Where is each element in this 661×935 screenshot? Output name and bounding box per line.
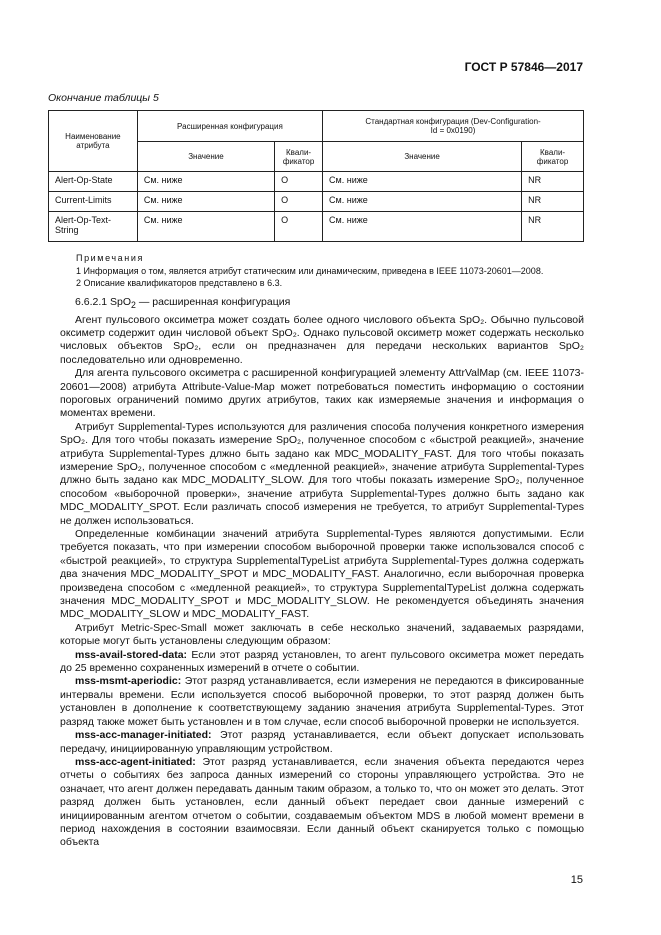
col-std-qual: Квали-фикатор xyxy=(522,142,584,172)
paragraph: Агент пульсового оксиметра может создать более одного числового объекта SpO₂. Обычно пульсовой оксиметр содержит один числовой объект SpO₂. Однако пульсовой оксиметр может содержать несколько числовых объектов SpO₂, если он предназначен для передачи нескольких вариантов SpO₂ последовательно или одновременно. xyxy=(60,313,584,366)
col-ext-header: Расширенная конфигурация xyxy=(137,111,322,142)
attr-name: Current-Limits xyxy=(49,192,138,212)
term-name: mss-acc-agent-initiated: xyxy=(75,755,196,768)
ext-qual: O xyxy=(275,172,323,192)
term-name: mss-avail-stored-data: xyxy=(75,648,188,661)
term-paragraph xyxy=(60,675,584,729)
col-ext-value: Значение xyxy=(137,142,274,172)
note-1: 1 Информация о том, является атрибут статическим или динамическим, приведена в IEEE 11073-20601—2008. xyxy=(76,265,544,276)
table-caption: Окончание таблицы 5 xyxy=(48,92,159,104)
ext-value: См. ниже xyxy=(137,192,274,212)
ext-qual: O xyxy=(275,192,323,212)
std-value: См. ниже xyxy=(323,212,522,242)
table-row xyxy=(49,172,584,192)
std-qual: NR xyxy=(522,192,584,212)
table-row xyxy=(49,192,584,212)
col-ext-qual: Квали-фикатор xyxy=(275,142,323,172)
note-2: 2 Описание квалификаторов представлено в 6.3. xyxy=(76,278,283,288)
term-paragraph xyxy=(60,729,584,756)
page-number: 15 xyxy=(570,874,583,886)
term-text: Этот разряд устанавливается, если значения объекта передаются через отчеты о событиях без запроса данных измерений со стороны управляющего устройства. Это не означает, что агент должен передавать данным таким образом, а только то, что он может это делать. Этот разряд должен быть установлен, если данный объект передает свои данные измерений с инициированным агентом отчетом о событии, создаваемым объектом MDS в любой момент времени в период нахождения в состоянии взаимосвязи. Если данный объект сканируется только с помощью объекта xyxy=(60,755,584,849)
ext-value: См. ниже xyxy=(137,172,274,192)
ext-value: См. ниже xyxy=(137,212,274,242)
attributes-table xyxy=(48,110,584,242)
table-header-row xyxy=(49,111,584,142)
std-value: См. ниже xyxy=(323,192,522,212)
term-text: Этот разряд устанавливается, если объект допускает использовать передачу, инициированную управляющим устройством. xyxy=(60,729,584,755)
section-heading: 6.6.2.1 SpO$_2$ — расширенная конфигурация xyxy=(75,296,291,311)
term-paragraph xyxy=(60,756,584,850)
attr-name: Alert-Op-State xyxy=(49,172,138,192)
notes-title: Примечания xyxy=(76,253,144,263)
term-paragraph xyxy=(60,649,584,676)
table-row xyxy=(49,212,584,242)
std-value: См. ниже xyxy=(323,172,522,192)
ext-qual: O xyxy=(275,212,323,242)
term-name: mss-msmt-aperiodic: xyxy=(75,675,182,688)
notes-block xyxy=(76,252,584,290)
standard-number: ГОСТ Р 57846—2017 xyxy=(464,60,583,74)
body-text xyxy=(60,296,584,850)
col-attr-header: Наименование атрибута xyxy=(49,111,138,172)
attr-name: Alert-Op-Text-String xyxy=(49,212,138,242)
term-text: Этот разряд устанавливается, если измерения не передаются в фиксированные интервалы времени. Если используется способ выборочной проверки, то этот разряд должен быть установлен в дополнение к соответствующему заданию значения атрибута Supplemental-Types. Этот разряд также может быть установлен и в том случае, если способ выборочной проверки не используется. xyxy=(60,675,584,728)
paragraph: Определенные комбинации значений атрибута Supplemental-Types являются допустимыми. Если требуется показать, что при измерении способом выборочной проверки также использовался способ с «быстрой реакцией», то структура SupplementalTypeList атрибута Supplemental-Types должна содержать два значения MDC_MODALITY_SPOT и MDC_MODALITY_FAST. Аналогично, если выборочная проверка произведена способом с «медленной реакцией», то структура SupplementalTypeList должна содержать значения MDC_MODALITY_SPOT и MDC_MODALITY_SLOW. Не рекомендуется объединять значения MDC_MODALITY_SLOW и MDC_MODALITY_FAST. xyxy=(60,528,584,621)
paragraph: Атрибут Supplemental-Types используются для различения способа получения конкретного измерения SpO₂. Для того чтобы показать измерение SpO₂, полученное способом с «быстрой реакцией», значение атрибута Supplemental-Types длжно быть задано как MDC_MODALITY_FAST. Для того чтобы показать измерение SpO₂, полученное способом с «медленной реакцией», значение атрибута Supplemental-Types длжно быть задано как MDC_MODALITY_SLOW. Для того чтобы показать измерение SpO₂, полученное способом «выборочной проверки», значение атрибута Supplemental-Types должно быть задано как MDC_MODALITY_SPOT. Если различать способ измерения не требуется, то атрибут Supplemental-Types не должен использоваться. xyxy=(60,420,584,527)
term-name: mss-acc-manager-initiated: xyxy=(75,729,212,742)
paragraph: Атрибут Metric-Spec-Small может заключать в себе несколько значений, задаваемых разрядами, которые могут быть установлены следующим образом: xyxy=(60,621,584,648)
paragraph: Для агента пульсового оксиметра с расширенной конфигурацией элементу AttrValMap (см. IEEE 11073-20601—2008) атрибута Attribute-Value-Map может потребоваться поместить информацию о состоянии пороговых ограничений помимо других атрибутов, таких как измеряемые значения и информация о моментах времени. xyxy=(60,367,584,420)
std-qual: NR xyxy=(522,212,584,242)
col-std-header: Стандартная конфигурация (Dev-Configuration-Id = 0x0190) xyxy=(323,111,584,142)
col-std-value: Значение xyxy=(323,142,522,172)
term-text: Если этот разряд установлен, то агент пульсового оксиметра может передать до 25 временно сохраненных измерений в отчете о событии. xyxy=(60,648,584,675)
std-qual: NR xyxy=(522,172,584,192)
